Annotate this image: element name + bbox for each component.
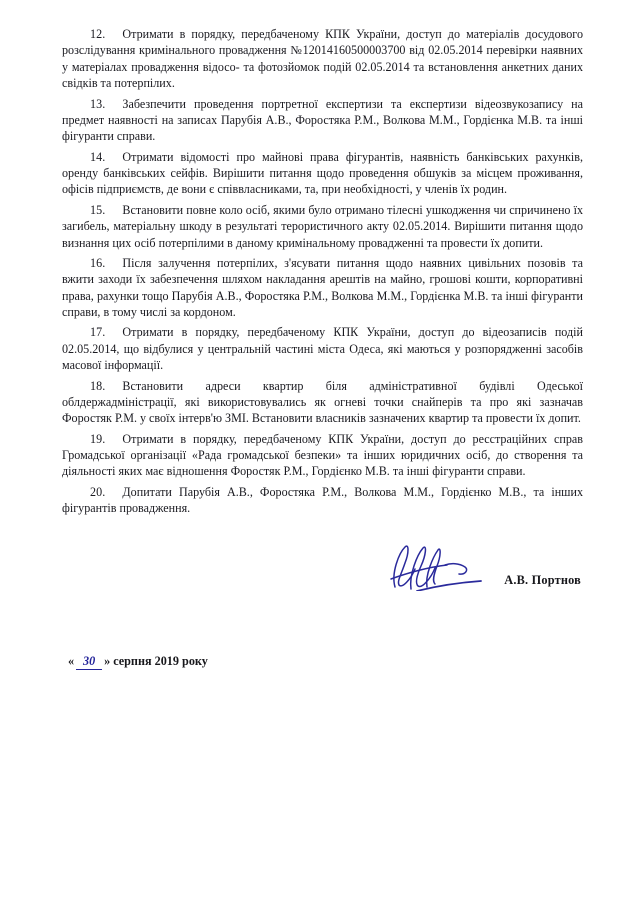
paragraph-number: 18.: [90, 378, 106, 393]
paragraph-number: 16.: [90, 255, 106, 270]
date-close-quote: »: [104, 654, 111, 668]
paragraph-13: [62, 96, 583, 145]
paragraph-number: 14.: [90, 149, 106, 164]
paragraph-number: 12.: [90, 27, 106, 41]
paragraph-text: Отримати в порядку, передбаченому КПК України, доступ до ресстраційних справ Громадської організації «Рада громадської безпеки» та інших юридичних осіб, до створення та діяльності яких має відношення Форостяк Р.М., Гордієнко М.В. та інші фігуранти справи.: [62, 431, 583, 479]
paragraph-14: [62, 149, 583, 198]
paragraph-number: 17.: [90, 325, 106, 340]
signature-block: [62, 547, 583, 607]
signatory-name: А.В. Портнов: [504, 572, 581, 587]
paragraph-text: Отримати відомості про майнові права фігурантів, наявність банківських рахунків, оренду банківських сейфів. Вирішити питання щодо проведення обшуків за місцем проживання, офісів підприємств, де вони є співвласниками, та, при необхідності, у членів їх родин.: [62, 149, 583, 197]
paragraph-text: Забезпечити проведення портретної експертизи та експертизи відеозвукозапису на предмет наявності на записах Парубія А.В., Форостяка Р.М., Волкова М.М., Гордієнка М.В. та інші фігуранти справи.: [62, 96, 583, 144]
paragraph-text: Допитати Парубія А.В., Форостяка Р.М., Волкова М.М., Гордієнко М.В., та інших фігурантів провадження.: [62, 484, 583, 516]
document-body: [62, 26, 583, 517]
date-day: 30: [76, 654, 102, 670]
paragraph-20: [62, 484, 583, 517]
paragraph-text: Після залучення потерпілих, з'ясувати питання щодо наявних цивільних позовів та вжити заходи їх забезпечення шляхом накладання арештів на майно, грошові кошти, корпоративні права, рахунки тощо Парубія А.В., Форостяка Р.М., Волкова М.М., Гордієнка М.В. та інші фігуранти справи, в тому числі за кордоном.: [62, 255, 583, 319]
paragraph-text: Отримати в порядку, передбаченому КПК України, доступ до відеозаписів подій 02.05.2014, що відбулися у центральній частині міста Одеса, які маються у розпорядженні засобів масової інформації.: [62, 325, 583, 373]
paragraph-number: 15.: [90, 202, 106, 217]
paragraph-16: [62, 255, 583, 321]
paragraph-15: [62, 202, 583, 251]
paragraph-19: [62, 431, 583, 480]
paragraph-number: 20.: [90, 484, 106, 499]
paragraph-text: Встановити повне коло осіб, якими було отримано тілесні ушкодження чи спричинено їх загибель, матеріальну шкоду в результаті терористичного акту 02.05.2014. Вирішити питання щодо визнання цих осіб потерпілими в даному кримінальному провадженні та провести їх допити.: [62, 202, 583, 250]
date-rest: серпня 2019 року: [113, 654, 208, 668]
document-date: [68, 654, 208, 670]
paragraph-text: Отримати в порядку, передбаченому КПК України, доступ до матеріалів досудового розслідування кримінального провадження №12014160500003700 від 02.05.2014 перевірки наявних у матеріалах провадження відосо- та фотозйомок подій 02.05.2014 та встановлення анкетних даних свідків та потерпілих.: [62, 27, 583, 91]
paragraph-17: [62, 324, 583, 373]
handwritten-signature-icon: [355, 543, 495, 591]
paragraph-number: 19.: [90, 431, 106, 446]
paragraph-18: [62, 378, 583, 427]
date-open-quote: «: [68, 654, 75, 668]
paragraph-text: Встановити адреси квартир біля адміністративної будівлі Одеської облдержадміністрації, які використовувались як огневі точки снайперів та про які зазначав Форостяк Р.М. у своїх інтерв'ю ЗМІ. Встановити власників зазначених квартир та провести їх допит.: [62, 378, 583, 426]
paragraph-12: [62, 26, 583, 92]
paragraph-number: 13.: [90, 96, 106, 111]
